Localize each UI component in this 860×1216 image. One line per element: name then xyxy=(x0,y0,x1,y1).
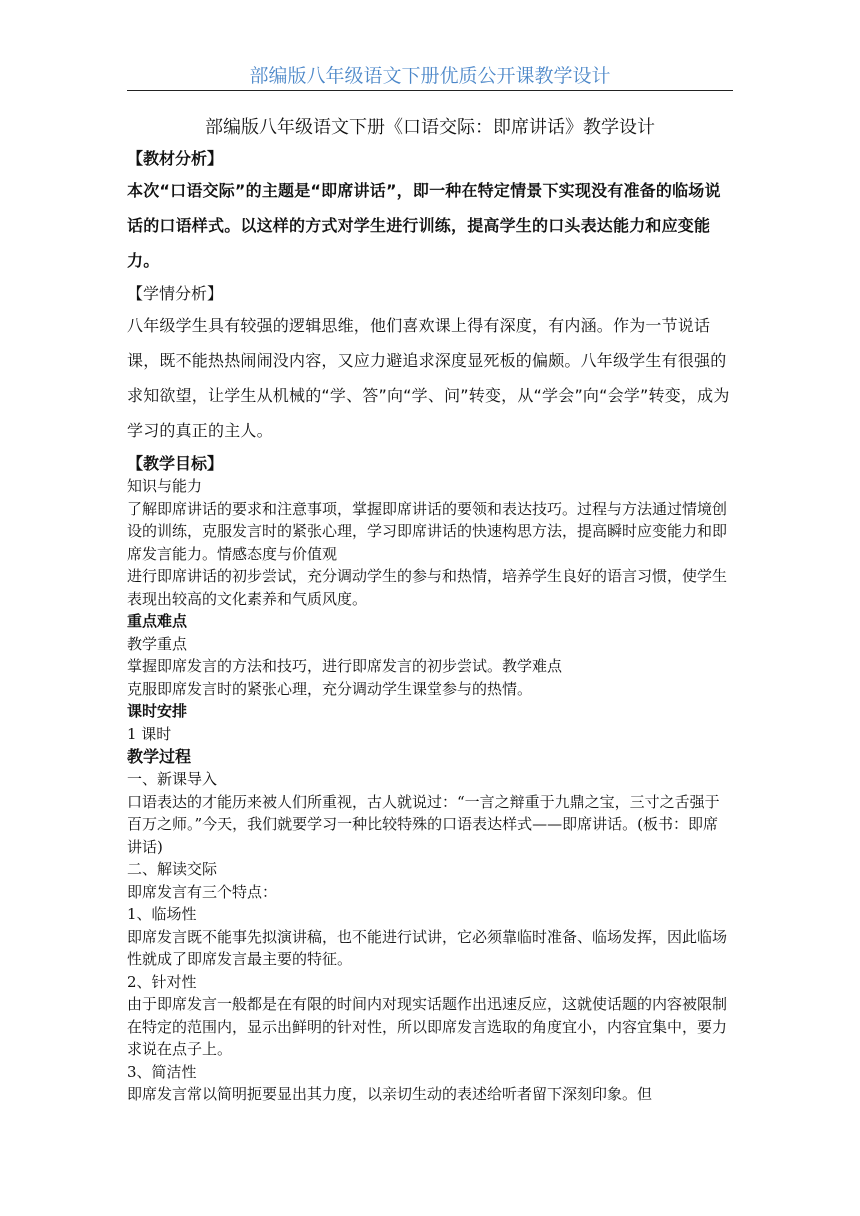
step2-title: 二、解读交际 xyxy=(127,860,218,878)
document-title: 部编版八年级语文下册《口语交际：即席讲话》教学设计 xyxy=(205,117,655,138)
key-points-text-1: 掌握即席发言的方法和技巧，进行即席发言的初步尝试。教学难点 xyxy=(127,657,563,675)
feature2-title: 2、针对性 xyxy=(127,972,197,991)
learner-analysis-text: 八年级学生具有较强的逻辑思维，他们喜欢课上得有深度，有内涵。作为一节说话课，既不能热热闹闹没内容，又应力避追求深度显死板的偏颇。八年级学生有很强的求知欲望，让学生从机械的“学、答”向“学、问”转变，从“学会”向“会学”转变，成为学习的真正的主人。 xyxy=(127,316,730,440)
feature1-title: 1、临场性 xyxy=(127,905,197,923)
objectives-heading: 【教学目标】 xyxy=(127,454,224,473)
step2-intro: 即席发言有三个特点： xyxy=(127,882,278,901)
process-heading: 教学过程 xyxy=(127,747,192,766)
material-analysis-text: 本次“口语交际”的主题是“即席讲话”，即一种在特定情景下实现没有准备的临场说话的口语样式。以这样的方式对学生进行训练，提高学生的口头表达能力和应变能力。 xyxy=(127,181,721,270)
schedule-heading: 课时安排 xyxy=(127,702,188,720)
document-body xyxy=(127,113,733,1106)
key-points-text-2: 克服即席发言时的紧张心理，充分调动学生课堂参与的热情。 xyxy=(127,679,533,698)
page-header: 部编版八年级语文下册优质公开课教学设计 xyxy=(127,62,733,91)
objectives-text-1: 了解即席讲话的要求和注意事项，掌握即席讲话的要领和表达技巧。过程与方法通过情境创设的训练，克服发言时的紧张心理，学习即席讲话的快速构思方法，提高瞬时应变能力和即席发言能力。情感态度与价值观 xyxy=(127,499,728,563)
step1-title: 一、新课导入 xyxy=(127,770,218,788)
feature2-text: 由于即席发言一般都是在有限的时间内对现实话题作出迅速反应，这就使话题的内容被限制在特定的范围内，显示出鲜明的针对性，所以即席发言选取的角度宜小，内容宜集中，要力求说在点子上。 xyxy=(127,995,728,1058)
objectives-subheading: 知识与能力 xyxy=(127,477,203,495)
material-analysis-heading: 【教材分析】 xyxy=(127,149,224,168)
feature3-text: 即席发言常以简明扼要显出其力度，以亲切生动的表述给听者留下深刻印象。但 xyxy=(127,1085,653,1103)
schedule-text: 1 课时 xyxy=(127,724,172,743)
objectives-text-2: 进行即席讲话的初步尝试，充分调动学生的参与和热情，培养学生良好的语言习惯，使学生表现出较高的文化素养和气质风度。 xyxy=(127,567,728,608)
step1-text: 口语表达的才能历来被人们所重视，古人就说过：“一言之辩重于九鼎之宝，三寸之舌强于百万之师。”今天，我们就要学习一种比较特殊的口语表达样式——即席讲话。(板书：即席讲话) xyxy=(127,792,720,856)
key-points-subheading: 教学重点 xyxy=(127,634,188,653)
feature3-title: 3、简洁性 xyxy=(127,1062,197,1081)
key-points-heading: 重点难点 xyxy=(127,612,188,630)
feature1-text: 即席发言既不能事先拟演讲稿，也不能进行试讲，它必须靠临时准备、临场发挥，因此临场性就成了即席发言最主要的特征。 xyxy=(127,927,728,968)
learner-analysis-heading: 【学情分析】 xyxy=(127,284,224,303)
